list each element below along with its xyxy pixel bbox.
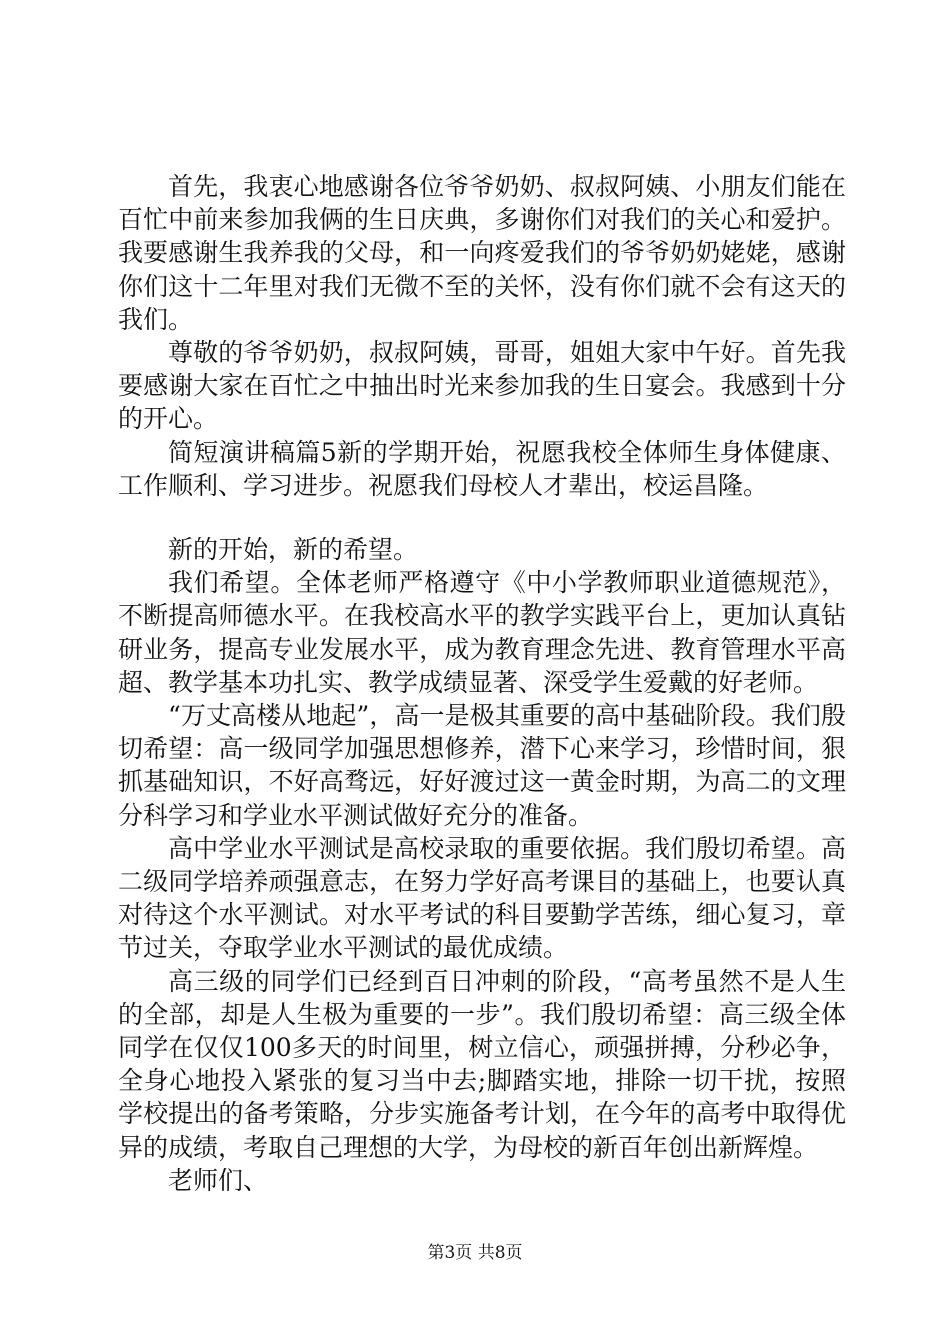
paragraph-grade-two: 高中学业水平测试是高校录取的重要依据。我们殷切希望。高二级同学培养顽强意志，在努力学好高考课目的基础上，也要认真对待这个水平测试。对水平考试的科目要勤学苦练，细心复习，章节过关，夺取学业水平测试的最优成绩。 (118, 833, 846, 963)
paragraph-thanks-guests: 首先，我衷心地感谢各位爷爷奶奶、叔叔阿姨、小朋友们能在百忙中前来参加我俩的生日庆典，多谢你们对我们的关心和爱护。我要感谢生我养我的父母，和一向疼爱我们的爷爷奶奶姥姥，感谢你们这十二年里对我们无微不至的关怀，没有你们就不会有这天的我们。 (118, 172, 846, 334)
paragraph-grade-one: “万丈高楼从地起”，高一是极其重要的高中基础阶段。我们殷切希望：高一级同学加强思想修养，潜下心来学习，珍惜时间，狠抓基础知识，不好高骛远，好好渡过这一黄金时期，为高二的文理分科学习和学业水平测试做好充分的准备。 (118, 701, 846, 830)
paragraph-greeting: 尊敬的爷爷奶奶，叔叔阿姨，哥哥，姐姐大家中午好。首先我要感谢大家在百忙之中抽出时光来参加我的生日宴会。我感到十分的开心。 (118, 338, 846, 434)
paragraph-grade-three: 高三级的同学们已经到百日冲刺的阶段，“高考虽然不是人生的全部，却是人生极为重要的一步”。我们殷切希望：高三级全体同学在仅仅100多天的时间里，树立信心，顽强拼搏，分秒必争，全身心地投入紧张的复习当中去;脚踏实地，排除一切干扰，按照学校提出的备考策略，分步实施备考计划，在今年的高考中取得优异的成绩，考取自己理想的大学，为母校的新百年创出新辉煌。 (118, 966, 846, 1162)
document-body (118, 170, 846, 1197)
page-footer (0, 1243, 950, 1263)
paragraph-new-semester: 简短演讲稿篇5新的学期开始，祝愿我校全体师生身体健康、工作顺利、学习进步。祝愿我们母校人才辈出，校运昌隆。 (118, 437, 846, 500)
paragraph-new-hope: 新的开始，新的希望。 (168, 535, 419, 565)
page-number-label: 第3页 共8页 (427, 1243, 523, 1263)
paragraph-closing: 老师们、 (168, 1165, 269, 1195)
paragraph-teachers-hope: 我们希望。全体老师严格遵守《中小学教师职业道德规范》，不断提高师德水平。在我校高水平的教学实践平台上，更加认真钻研业务，提高专业发展水平，成为教育理念先进、教育管理水平高超、教学基本功扎实、教学成绩显著、深受学生爱戴的好老师。 (118, 568, 846, 697)
